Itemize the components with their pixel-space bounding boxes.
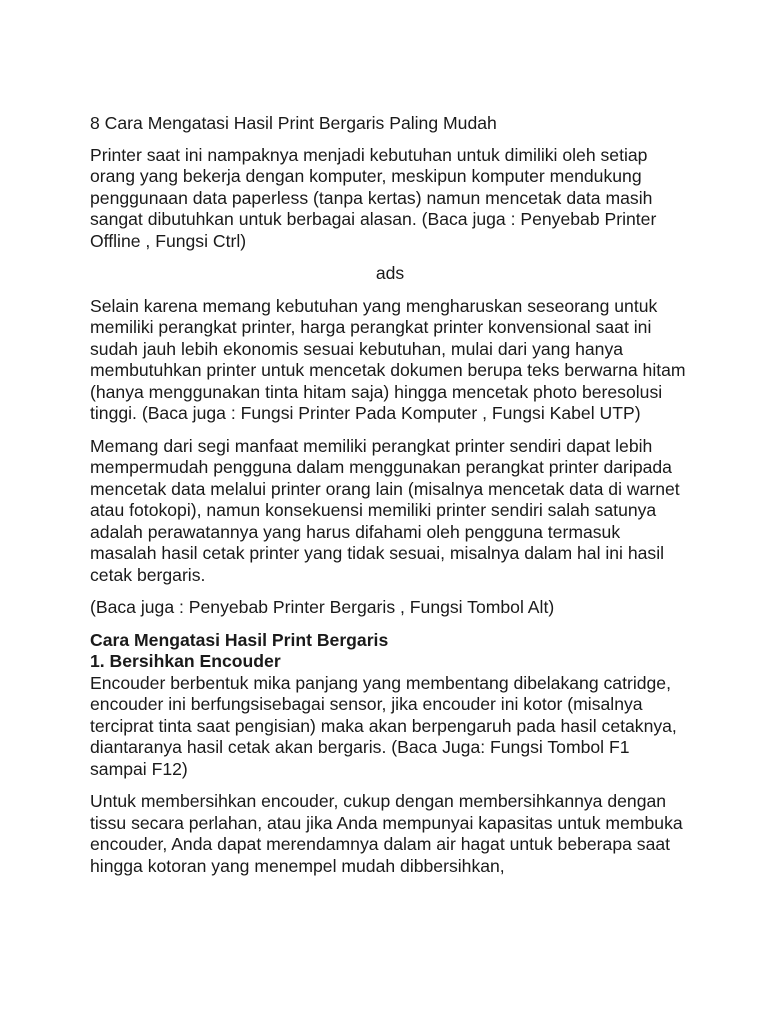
intro-paragraph: Printer saat ini nampaknya menjadi kebutuhan untuk dimiliki oleh setiap orang yang bekerja dengan komputer, meskipun komputer mendukung penggunaan data paperless (tanpa kertas) namun mencetak data masih sangat dibutuhkan untuk berbagai alasan. (Baca juga : Penyebab Printer Offline , Fungsi Ctrl) (90, 144, 657, 251)
ads-label: ads (375, 263, 405, 283)
paragraph-2: Selain karena memang kebutuhan yang mengharuskan seseorang untuk memiliki perangkat printer, harga perangkat printer konvensional saat ini sudah jauh lebih ekonomis sesuai kebutuhan, mulai dari yang hanya membutuhkan printer untuk mencetak dokumen berupa teks berwarna hitam (hanya menggunakan tinta hitam saja) hingga mencetak photo beresolusi tinggi. (Baca juga : Fungsi Printer Pada Komputer , Fungsi Kabel UTP) (90, 295, 686, 423)
step-1-text: Encouder berbentuk mika panjang yang membentang dibelakang catridge, encouder ini berfungsisebagai sensor, jika encouder ini kotor (misalnya terciprat tinta saat pengisian) maka akan berpengaruh pada hasil cetaknya, diantaranya hasil cetak akan bergaris. (Baca Juga: Fungsi Tombol F1 sampai F12) (90, 672, 677, 779)
paragraph-4: (Baca juga : Penyebab Printer Bergaris , Fungsi Tombol Alt) (90, 597, 555, 617)
section-heading: Cara Mengatasi Hasil Print Bergaris (90, 629, 389, 650)
paragraph-6: Untuk membersihkan encouder, cukup dengan membersihkannya dengan tissu secara perlahan, atau jika Anda mempunyai kapasitas untuk membuka encouder, Anda dapat merendamnya dalam air hagat untuk beberapa saat hingga kotoran yang menempel mudah dibbersihkan, (90, 791, 683, 876)
section-block (90, 630, 690, 781)
step-1-heading: 1. Bersihkan Encouder (90, 651, 281, 671)
document-page (90, 113, 690, 888)
document-title: 8 Cara Mengatasi Hasil Print Bergaris Paling Mudah (90, 113, 497, 133)
paragraph-3: Memang dari segi manfaat memiliki perangkat printer sendiri dapat lebih mempermudah pengguna dalam menggunakan perangkat printer daripada mencetak data melalui printer orang lain (misalnya mencetak data di warnet atau fotokopi), namun konsekuensi memiliki printer sendiri salah satunya adalah perawatannya yang harus difahami oleh pengguna termasuk masalah hasil cetak printer yang tidak sesuai, misalnya dalam hal ini hasil cetak bergaris. (90, 435, 680, 585)
